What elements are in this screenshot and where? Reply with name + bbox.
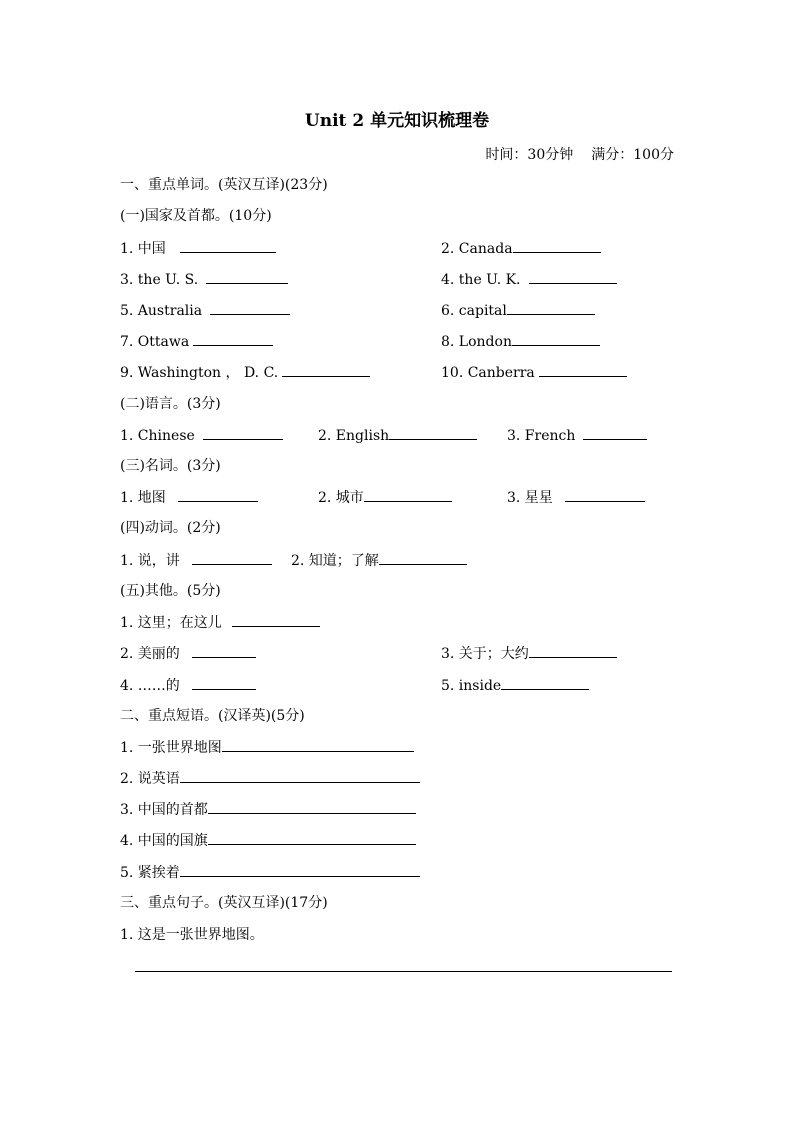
answer-blank[interactable] <box>539 362 627 377</box>
answer-blank[interactable] <box>180 862 420 877</box>
word-item: 2. 城市 <box>318 487 452 507</box>
answer-blank[interactable] <box>206 269 288 284</box>
word-item: 1. Chinese <box>120 425 283 445</box>
word-item: 7. Ottawa <box>120 331 273 351</box>
time-limit: 时间：30分钟 <box>485 147 574 163</box>
answer-blank[interactable] <box>203 425 283 440</box>
answer-line[interactable] <box>135 971 672 972</box>
part-3-heading: (三)名词。(3分) <box>120 458 221 474</box>
answer-blank[interactable] <box>364 487 452 502</box>
word-item: 2. 美丽的 <box>120 643 256 663</box>
answer-blank[interactable] <box>208 830 416 845</box>
answer-blank[interactable] <box>501 675 589 690</box>
word-item: 2. 知道；了解 <box>291 550 467 570</box>
phrase-item: 5. 紧挨着 <box>120 862 420 882</box>
section-2-heading: 二、重点短语。(汉译英)(5分) <box>120 708 305 724</box>
answer-blank[interactable] <box>583 425 647 440</box>
phrase-item: 3. 中国的首都 <box>120 799 416 819</box>
answer-blank[interactable] <box>389 425 477 440</box>
section-3-heading: 三、重点句子。(英汉互译)(17分) <box>120 895 328 911</box>
answer-blank[interactable] <box>529 643 617 658</box>
word-item: 1. 说，讲 <box>120 550 272 570</box>
word-item: 5. inside <box>441 675 589 695</box>
answer-blank[interactable] <box>192 675 256 690</box>
word-item: 3. 关于；大约 <box>441 643 617 663</box>
word-item: 1. 中国 <box>120 238 276 258</box>
part-1-heading: (一)国家及首都。(10分) <box>120 208 272 224</box>
word-item: 6. capital <box>441 300 595 320</box>
answer-blank[interactable] <box>192 550 272 565</box>
word-item: 3. French <box>507 425 647 445</box>
part-4-heading: (四)动词。(2分) <box>120 520 221 536</box>
answer-blank[interactable] <box>180 768 420 783</box>
word-item: 2. Canada <box>441 238 601 258</box>
section-1-heading: 一、重点单词。(英汉互译)(23分) <box>120 177 328 193</box>
word-item: 2. English <box>318 425 477 445</box>
part-5-heading: (五)其他。(5分) <box>120 583 221 599</box>
word-item: 1. 这里；在这儿 <box>120 612 320 632</box>
answer-blank[interactable] <box>193 331 273 346</box>
answer-blank[interactable] <box>178 487 258 502</box>
answer-blank[interactable] <box>507 300 595 315</box>
answer-blank[interactable] <box>232 612 320 627</box>
answer-blank[interactable] <box>180 238 276 253</box>
phrase-item: 1. 一张世界地图 <box>120 737 414 757</box>
answer-blank[interactable] <box>513 238 601 253</box>
phrase-item: 4. 中国的国旗 <box>120 830 416 850</box>
answer-blank[interactable] <box>208 799 416 814</box>
phrase-item: 2. 说英语 <box>120 768 420 788</box>
answer-blank[interactable] <box>222 737 414 752</box>
answer-blank[interactable] <box>210 300 290 315</box>
word-item: 1. 地图 <box>120 487 258 507</box>
page-title: Unit 2 单元知识梳理卷 <box>304 111 490 131</box>
answer-blank[interactable] <box>529 269 617 284</box>
word-item: 3. the U. S. <box>120 269 288 289</box>
full-score: 满分：100分 <box>591 147 674 163</box>
word-item: 4. ……的 <box>120 675 256 695</box>
word-item: 8. London <box>441 331 600 351</box>
answer-blank[interactable] <box>379 550 467 565</box>
word-item: 4. the U. K. <box>441 269 617 289</box>
answer-blank[interactable] <box>282 362 370 377</box>
word-item: 10. Canberra <box>441 362 627 382</box>
answer-blank[interactable] <box>512 331 600 346</box>
exam-meta <box>485 144 674 164</box>
answer-blank[interactable] <box>192 643 256 658</box>
answer-blank[interactable] <box>565 487 645 502</box>
word-item: 3. 星星 <box>507 487 645 507</box>
sentence-item: 1. 这是一张世界地图。 <box>120 927 264 943</box>
word-item: 5. Australia <box>120 300 290 320</box>
part-2-heading: (二)语言。(3分) <box>120 396 221 412</box>
word-item: 9. Washington ， D. C. <box>120 362 370 382</box>
